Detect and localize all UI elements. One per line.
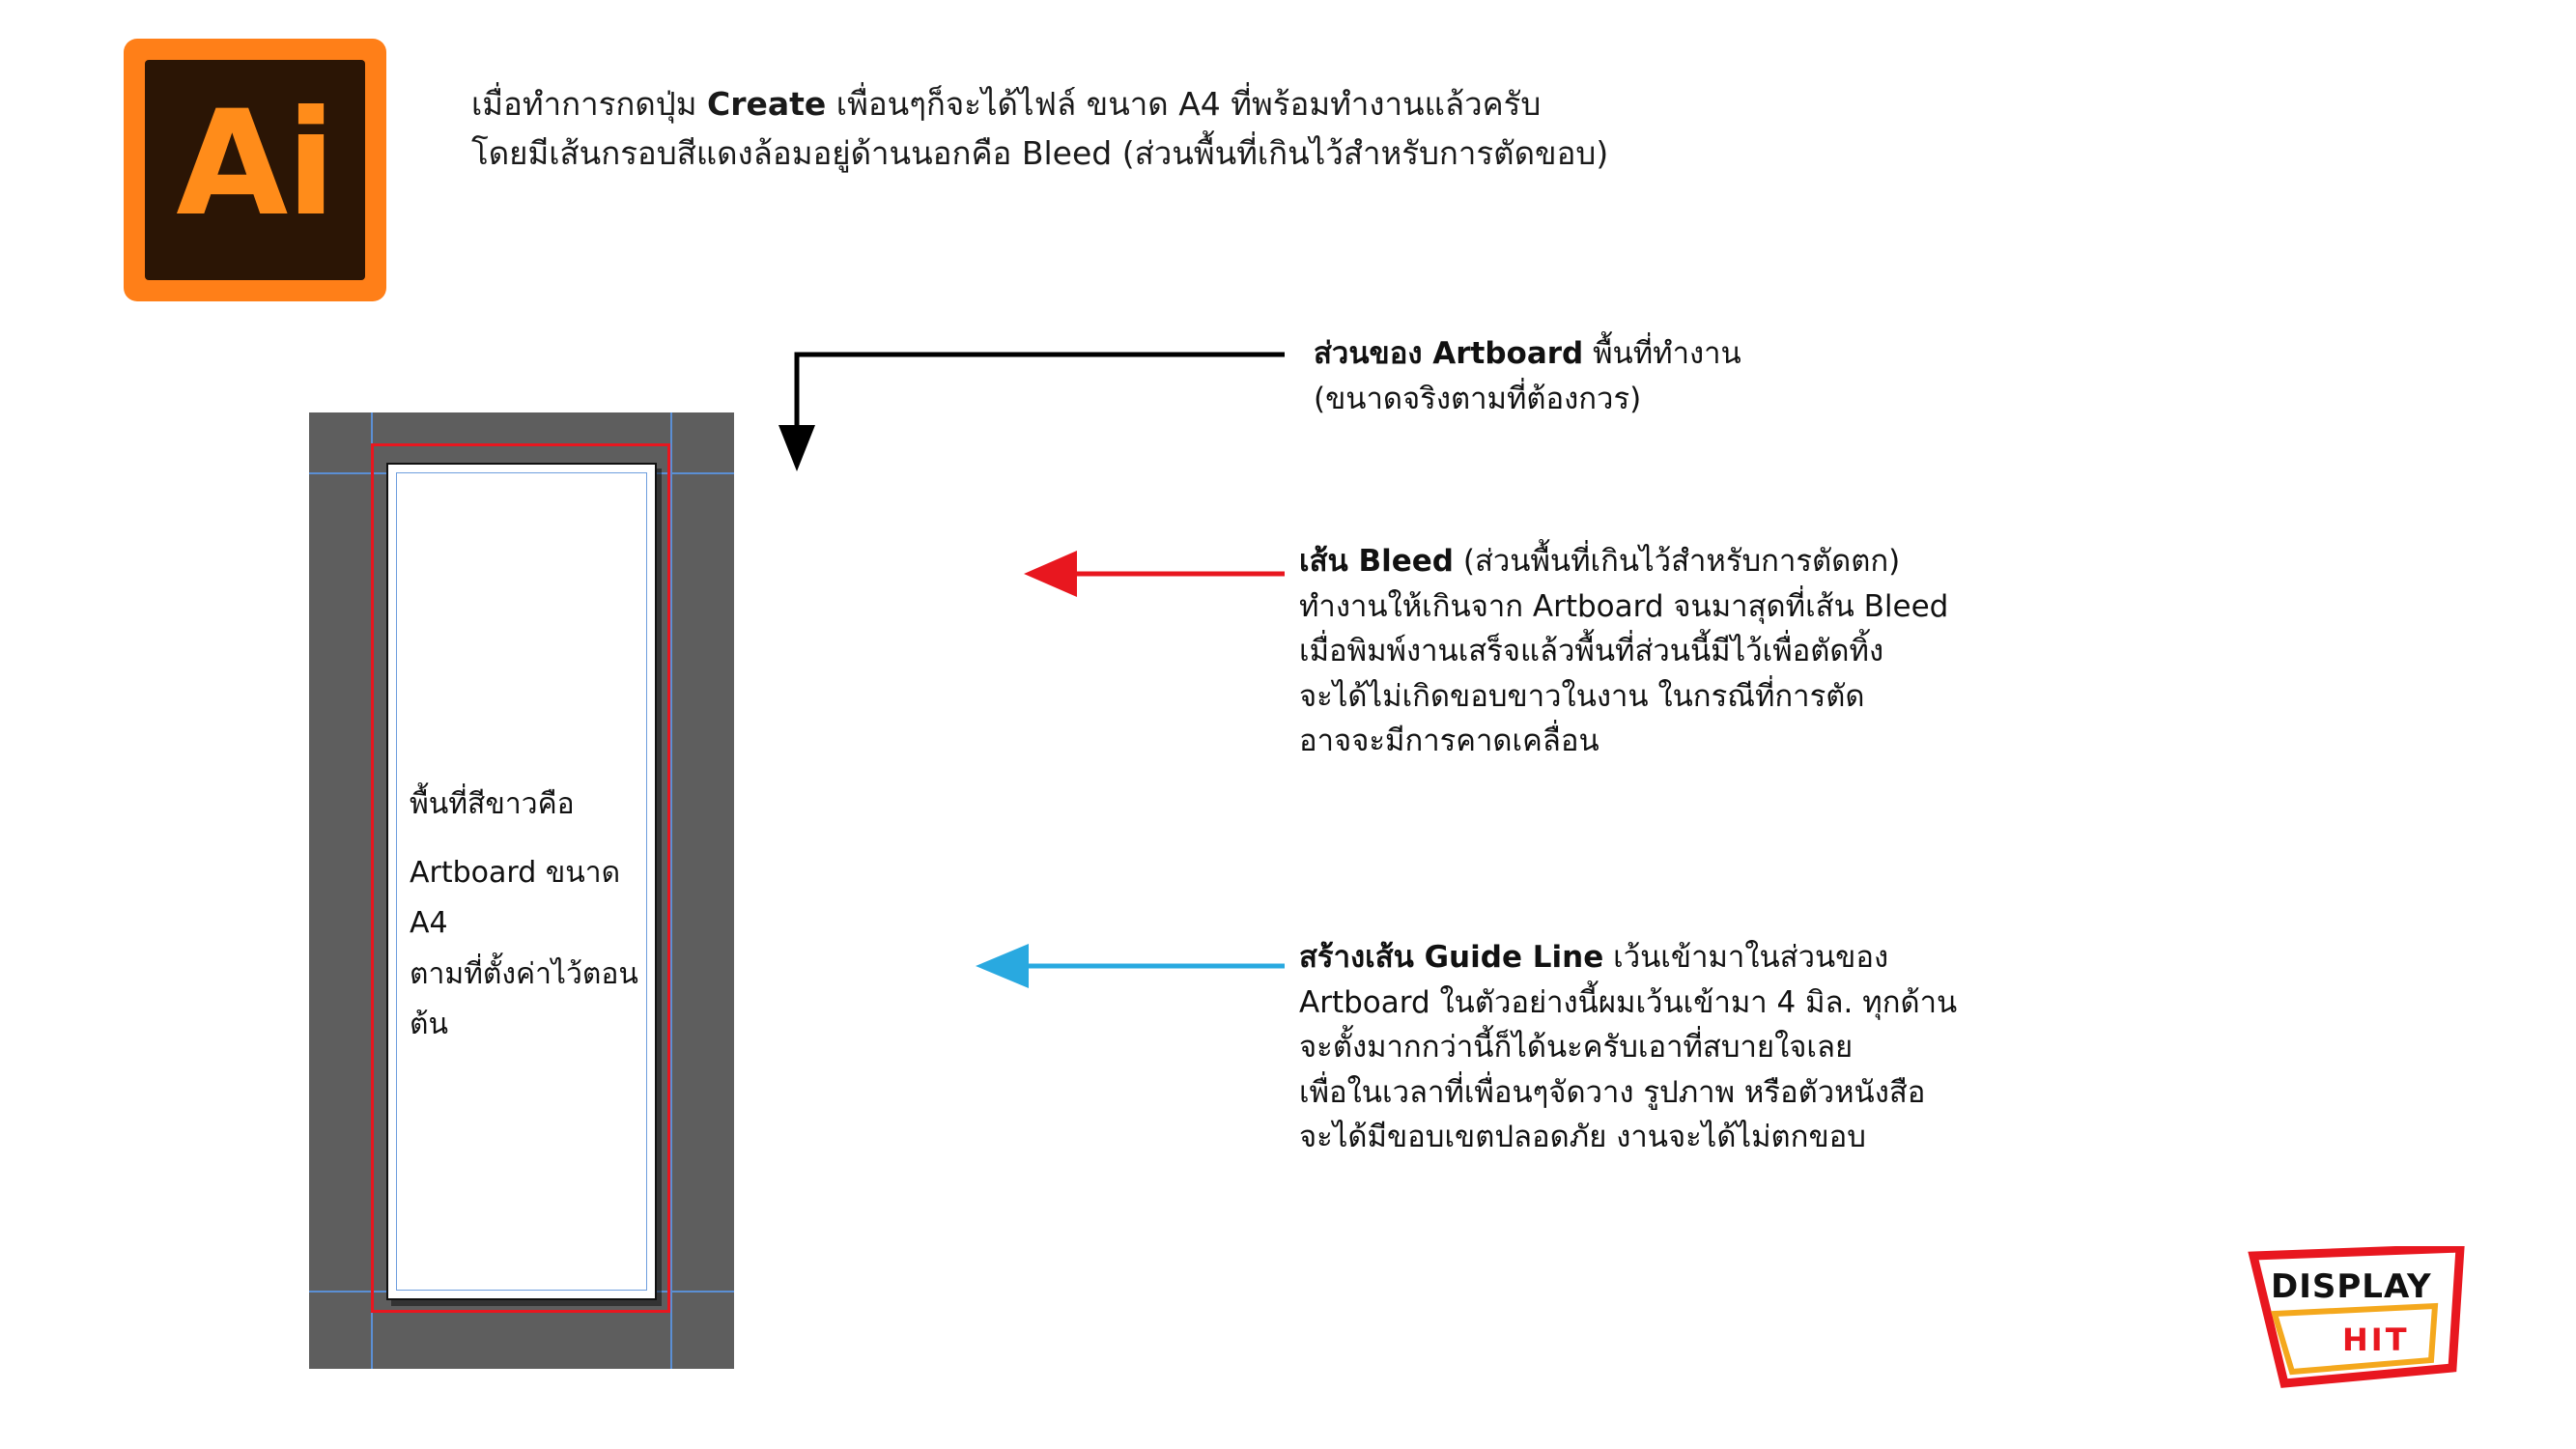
callout-guide-title: สร้างเส้น Guide Line: [1299, 940, 1604, 975]
callout-bleed-line-3: เมื่อพิมพ์งานเสร็จแล้วพื้นที่ส่วนนี้มีไว้เพื่อตัดทิ้ง: [1299, 634, 1884, 668]
callout-bleed: [1299, 539, 2439, 764]
callout-bleed-line-2: ทำงานให้เกินจาก Artboard จนมาสุดที่เส้น Bleed: [1299, 588, 1949, 624]
callout-guide-line-4: เพื่อในเวลาที่เพื่อนๆจัดวาง รูปภาพ หรือตัวหนังสือ: [1299, 1074, 1926, 1110]
display-hit-word-display: DISPLAY: [2271, 1267, 2432, 1306]
callout-artboard-rest: พื้นที่ทำงาน: [1583, 336, 1741, 371]
header-description: [471, 79, 2307, 178]
callout-artboard: [1314, 331, 1990, 421]
callout-bleed-title: เส้น Bleed: [1299, 544, 1454, 579]
display-hit-logo: [2246, 1246, 2468, 1391]
callout-bleed-rest: (ส่วนพื้นที่เกินไว้สำหรับการตัดตก): [1454, 544, 1901, 579]
callout-guide: [1299, 935, 2458, 1160]
callout-bleed-line-5: อาจจะมีการคาดเคลื่อน: [1299, 724, 1599, 758]
header-create-keyword: Create: [706, 85, 827, 123]
callout-guide-line-3: จะตั้งมากกว่านี้ก็ได้นะครับเอาที่สบายใจเลย: [1299, 1030, 1854, 1065]
header-line-1-pre: เมื่อทำการกดปุ่ม: [471, 85, 707, 123]
guide-line-vertical-right: [670, 412, 672, 1369]
callout-artboard-line-1: [1314, 331, 1990, 377]
artboard-caption-line-3: ตามที่ตั้งค่าไว้ตอนต้น: [410, 956, 638, 1041]
callout-artboard-title: ส่วนของ Artboard: [1314, 336, 1584, 371]
callout-artboard-line-2: (ขนาดจริงตามที่ต้องกวร): [1314, 381, 1642, 416]
callout-bleed-line-4: จะได้ไม่เกิดขอบขาวในงาน ในกรณีที่การตัด: [1299, 678, 1865, 714]
callout-guide-line-2: Artboard ในตัวอย่างนี้ผมเว้นเข้ามา 4 มิล. ทุกด้าน: [1299, 984, 1958, 1020]
callout-guide-rest: เว้นเข้ามาในส่วนของ: [1603, 940, 1889, 975]
header-line-1-post: เพื่อนๆก็จะได้ไฟล์ ขนาด A4 ที่พร้อมทำงานแล้วครับ: [826, 85, 1542, 123]
header-line-1: [471, 79, 2307, 128]
artboard-caption-line-2: Artboard ขนาด A4: [410, 855, 621, 940]
artboard-leader-arrow: [778, 355, 1285, 471]
adobe-illustrator-icon-inner: [145, 60, 365, 280]
display-hit-word-hit: HIT: [2342, 1321, 2410, 1358]
adobe-illustrator-icon-label: Ai: [176, 80, 334, 248]
callout-guide-line-1: [1299, 935, 2458, 980]
adobe-illustrator-icon: [124, 39, 386, 301]
bleed-leader-arrow: [1024, 551, 1285, 597]
artboard-caption-line-1: พื้นที่สีขาวคือ: [410, 787, 575, 821]
guide-leader-arrow: [976, 944, 1285, 988]
artboard-caption: [410, 780, 661, 1051]
callout-bleed-line-1: [1299, 539, 2439, 584]
callout-guide-line-5: จะได้มีขอบเขตปลอดภัย งานจะได้ไม่ตกขอบ: [1299, 1120, 1866, 1154]
illustrator-canvas: [309, 412, 734, 1369]
header-line-2: โดยมีเส้นกรอบสีแดงล้อมอยู่ด้านนอกคือ Bleed (ส่วนพื้นที่เกินไว้สำหรับการตัดขอบ): [471, 134, 1609, 173]
